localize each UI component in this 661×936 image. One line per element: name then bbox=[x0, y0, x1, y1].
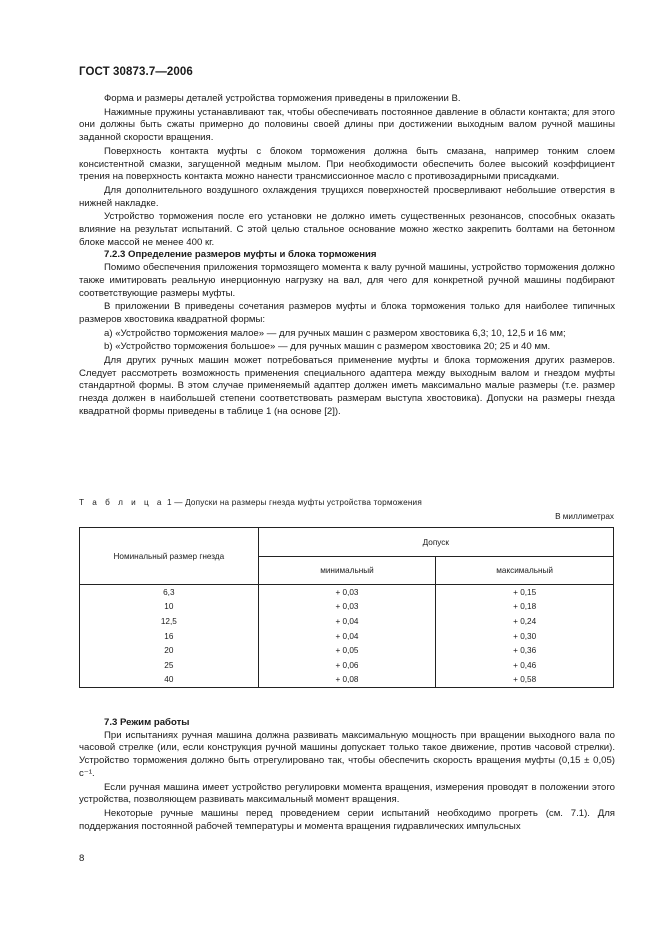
paragraph: Нажимные пружины устанавливают так, чтобы обеспечивать постоянное давление в области контакта; для этого они должны быть сжаты примерно до половины своей длины при достижении выходным валом ручной машины заданной скорости вращения. bbox=[79, 106, 615, 144]
header-min: минимальный bbox=[258, 557, 436, 585]
cell-min: + 0,08 bbox=[258, 673, 436, 688]
table-unit: В миллиметрах bbox=[555, 512, 614, 521]
cell-max: + 0,15 bbox=[436, 585, 614, 600]
cell-max: + 0,36 bbox=[436, 643, 614, 658]
cell-nominal: 6,3 bbox=[80, 585, 259, 600]
header-max: максимальный bbox=[436, 557, 614, 585]
page-number: 8 bbox=[79, 853, 85, 864]
list-item-a: а) «Устройство торможения малое» — для ручных машин с размером хвостовика 6,3; 10, 12,5 и 16 мм; bbox=[104, 327, 566, 339]
paragraph: При испытаниях ручная машина должна развивать максимальную мощность при вращении выходного вала по часовой стрелке (или, если конструкция ручной машины допускает только такое движение, против часовой стрелки). Устройство торможения должно быть отрегулировано так, чтобы обеспечить скорость вращения муфты (0,15 ± 0,05) с⁻¹. bbox=[79, 729, 615, 779]
paragraph: Для других ручных машин может потребоваться применение муфты и блока торможения других размеров. Следует рассмотреть возможность применения специального адаптера между выходным валом и гнездом муфты стандартной формы. В этом случае применяемый адаптер должен иметь максимально малые размеры (т.е. размер гнезда должен в наибольшей степени соответствовать размерам выступа хвостовика). Допуски на размеры гнезда квадратной формы приведены в таблице 1 (на основе [2]). bbox=[79, 355, 615, 417]
table-row bbox=[80, 658, 614, 673]
list-item-b: b) «Устройство торможения большое» — для ручных машин с размером хвостовика 20; 25 и 40 мм. bbox=[104, 341, 551, 353]
cell-max: + 0,58 bbox=[436, 673, 614, 688]
paragraph: Поверхность контакта муфты с блоком торможения должна быть смазана, например тонким слоем консистентной смазки, загущенной медным мылом. При необходимости обеспечить более высокий коэффициент трения на поверхность контакта можно нанести трансмиссионное масло с противозадирными присадками. bbox=[79, 145, 615, 183]
table-row bbox=[80, 585, 614, 600]
paragraph: Для дополнительного воздушного охлаждения трущихся поверхностей просверливают небольшие отверстия в нижней накладке. bbox=[79, 184, 615, 209]
cell-min: + 0,05 bbox=[258, 643, 436, 658]
table-row bbox=[80, 643, 614, 658]
cell-min: + 0,04 bbox=[258, 629, 436, 644]
cell-min: + 0,06 bbox=[258, 658, 436, 673]
cell-nominal: 10 bbox=[80, 600, 259, 615]
section-heading-7-3: 7.3 Режим работы bbox=[104, 717, 190, 728]
table-row bbox=[80, 614, 614, 629]
cell-nominal: 40 bbox=[80, 673, 259, 688]
cell-max: + 0,24 bbox=[436, 614, 614, 629]
document-header: ГОСТ 30873.7—2006 bbox=[79, 66, 193, 78]
table-row bbox=[80, 629, 614, 644]
cell-nominal: 12,5 bbox=[80, 614, 259, 629]
cell-min: + 0,04 bbox=[258, 614, 436, 629]
table-caption-prefix: Т а б л и ц а bbox=[79, 498, 165, 507]
paragraph: Некоторые ручные машины перед проведением серии испытаний необходимо прогреть (см. 7.1). Для поддержания постоянной рабочей температуры и момента вращения гидравлических импульсных bbox=[79, 807, 615, 832]
cell-nominal: 16 bbox=[80, 629, 259, 644]
table-caption bbox=[79, 498, 422, 507]
cell-nominal: 20 bbox=[80, 643, 259, 658]
body-text-top bbox=[79, 93, 615, 419]
body-text-bottom bbox=[79, 717, 615, 833]
paragraph: Если ручная машина имеет устройство регулировки момента вращения, измерения проводят в положении этого устройства, позволяющем развивать максимальный момент вращения. bbox=[79, 781, 615, 806]
paragraph: Форма и размеры деталей устройства торможения приведены в приложении В. bbox=[104, 93, 461, 104]
cell-max: + 0,46 bbox=[436, 658, 614, 673]
table-row bbox=[80, 673, 614, 688]
header-nominal-size: Номинальный размер гнезда bbox=[80, 528, 259, 585]
paragraph: В приложении В приведены сочетания размеров муфты и блока торможения только для наиболее типичных размеров хвостовика квадратной формы: bbox=[79, 301, 615, 325]
tolerance-table bbox=[79, 527, 614, 688]
cell-min: + 0,03 bbox=[258, 585, 436, 600]
table-caption-text: 1 — Допуски на размеры гнезда муфты устройства торможения bbox=[166, 498, 422, 507]
cell-nominal: 25 bbox=[80, 658, 259, 673]
header-tolerance: Допуск bbox=[258, 528, 613, 557]
table-row bbox=[80, 600, 614, 615]
paragraph: Устройство торможения после его установки не должно иметь существенных резонансов, способных оказать влияние на результат испытаний. С этой целью стальное основание можно жестко закрепить болтами на бетонном блоке массой не менее 400 кг. bbox=[79, 211, 615, 248]
paragraph: Помимо обеспечения приложения тормозящего момента к валу ручной машины, устройство торможения должно также имитировать реальную инерционную нагрузку на вал, для чего для конкретной ручной машины подбирают соответствующие размеры муфты. bbox=[79, 262, 615, 299]
cell-max: + 0,18 bbox=[436, 600, 614, 615]
cell-max: + 0,30 bbox=[436, 629, 614, 644]
section-heading-7-2-3: 7.2.3 Определение размеров муфты и блока торможения bbox=[104, 249, 377, 261]
cell-min: + 0,03 bbox=[258, 600, 436, 615]
